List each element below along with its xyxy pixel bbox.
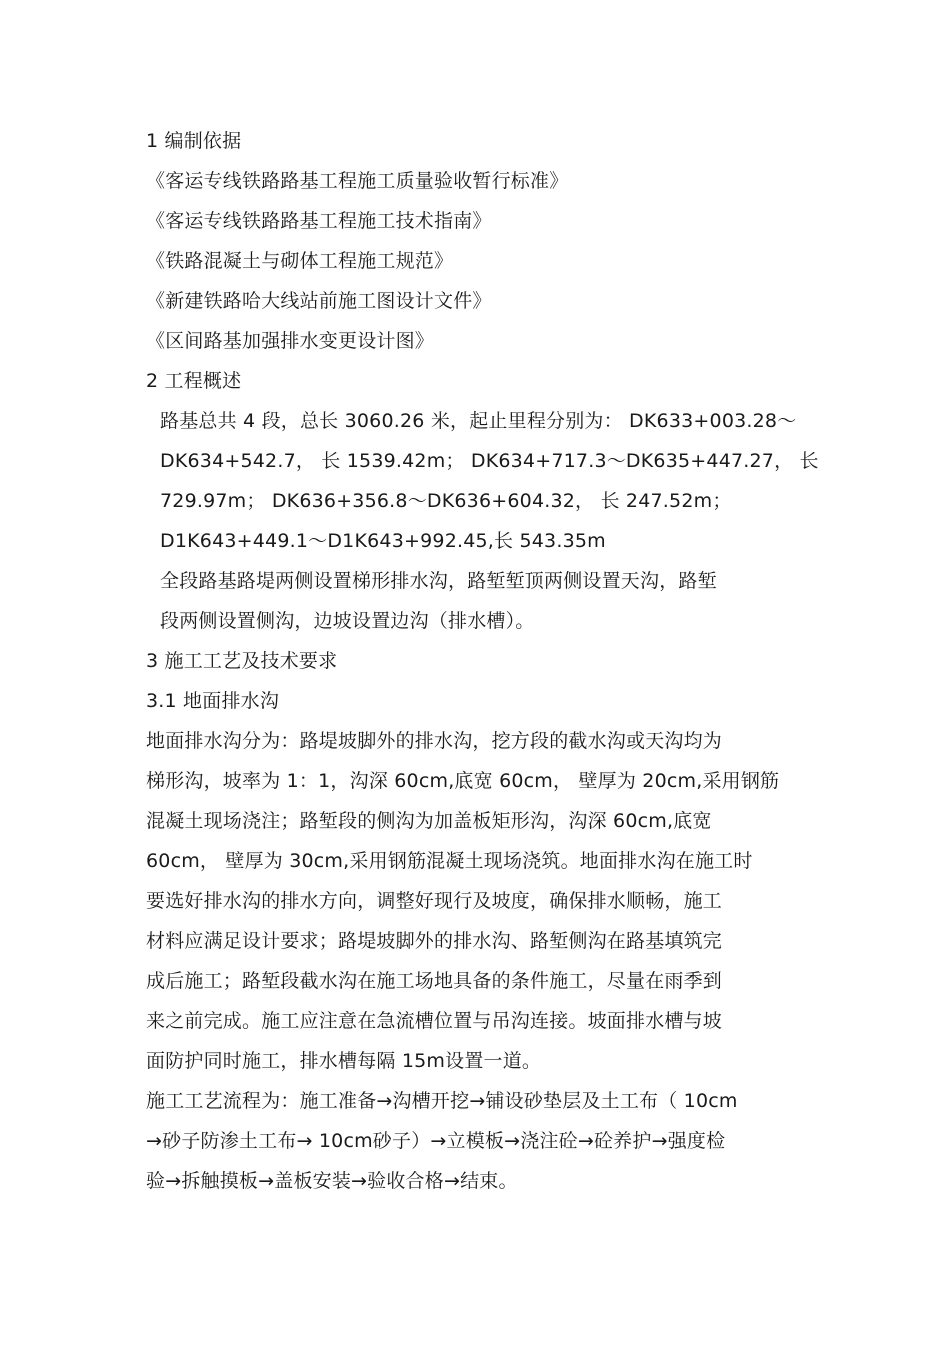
overview-line: 729.97m； DK636+356.8～DK636+604.32， 长 247.52m；: [160, 490, 732, 512]
drain-line: 来之前完成。施工应注意在急流槽位置与吊沟连接。坡面排水槽与坡: [146, 1010, 723, 1032]
reference-item: 《新建铁路哈大线站前施工图设计文件》: [146, 290, 492, 312]
section-3-1-heading: 3.1 地面排水沟: [146, 690, 280, 712]
section-3-heading: 3 施工工艺及技术要求: [146, 650, 338, 672]
process-line: →砂子防渗土工布→ 10cm砂子）→立模板→浇注砼→砼养护→强度检: [146, 1130, 726, 1152]
drain-line: 材料应满足设计要求；路堤坡脚外的排水沟、路堑侧沟在路基填筑完: [146, 930, 723, 952]
drain-line: 面防护同时施工，排水槽每隔 15m设置一道。: [146, 1050, 542, 1072]
reference-item: 《客运专线铁路路基工程施工技术指南》: [146, 210, 492, 232]
process-line: 施工工艺流程为：施工准备→沟槽开挖→铺设砂垫层及土工布（ 10cm: [146, 1090, 738, 1112]
drain-line: 梯形沟，坡率为 1：1，沟深 60cm,底宽 60cm， 壁厚为 20cm,采用钢筋: [146, 770, 780, 792]
section-1-heading: 1 编制依据: [146, 130, 242, 152]
overview-line: D1K643+449.1～D1K643+992.45,长 543.35m: [160, 530, 606, 552]
overview-line: 路基总共 4 段，总长 3060.26 米，起止里程分别为： DK633+003.28～: [160, 410, 797, 432]
section-2-heading: 2 工程概述: [146, 370, 242, 392]
drain-line: 混凝土现场浇注；路堑段的侧沟为加盖板矩形沟，沟深 60cm,底宽: [146, 810, 712, 832]
overview-line: 全段路基路堤两侧设置梯形排水沟，路堑堑顶两侧设置天沟，路堑: [160, 570, 717, 592]
drain-line: 60cm， 壁厚为 30cm,采用钢筋混凝土现场浇筑。地面排水沟在施工时: [146, 850, 753, 872]
reference-item: 《铁路混凝土与砌体工程施工规范》: [146, 250, 454, 272]
reference-item: 《客运专线铁路路基工程施工质量验收暂行标准》: [146, 170, 569, 192]
drain-line: 成后施工；路堑段截水沟在施工场地具备的条件施工，尽量在雨季到: [146, 970, 723, 992]
drain-line: 地面排水沟分为：路堤坡脚外的排水沟，挖方段的截水沟或天沟均为: [146, 730, 723, 752]
overview-line: 段两侧设置侧沟，边坡设置边沟（排水槽）。: [160, 610, 535, 632]
overview-line: DK634+542.7， 长 1539.42m； DK634+717.3～DK635+447.27， 长: [160, 450, 819, 472]
drain-line: 要选好排水沟的排水方向，调整好现行及坡度，确保排水顺畅，施工: [146, 890, 723, 912]
process-line: 验→拆触摸板→盖板安装→验收合格→结束。: [146, 1170, 518, 1192]
reference-item: 《区间路基加强排水变更设计图》: [146, 330, 435, 352]
